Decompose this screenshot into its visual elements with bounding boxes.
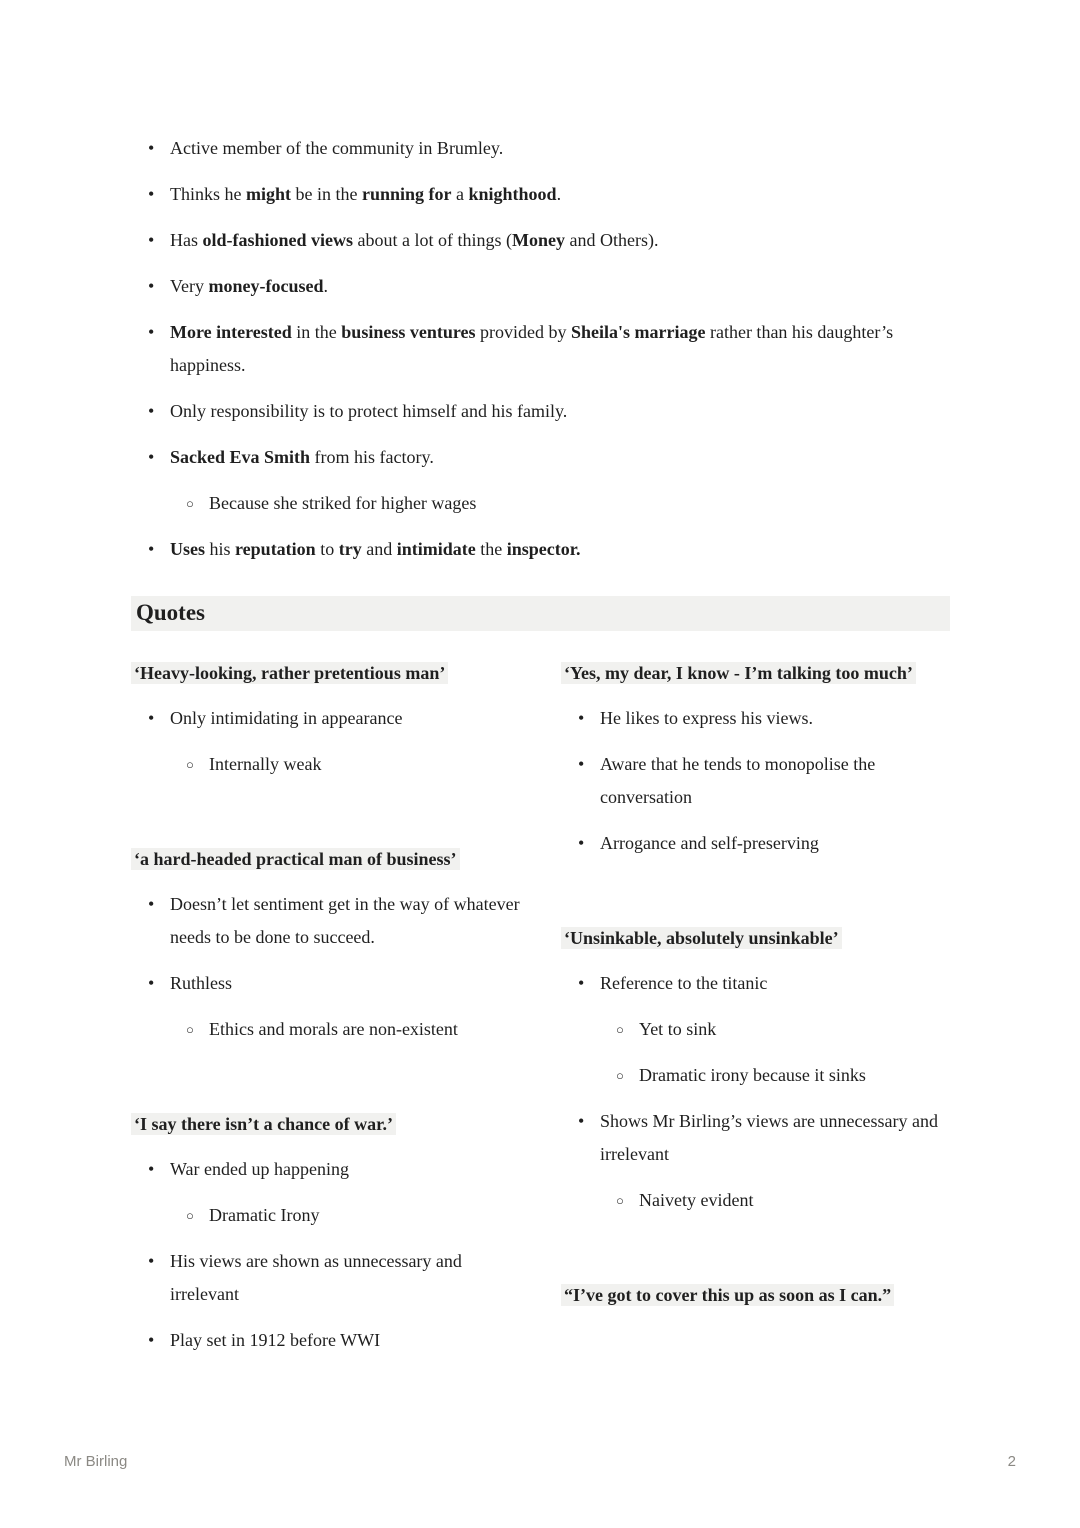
list-item <box>561 748 956 814</box>
quote-bullet-list <box>131 1153 526 1357</box>
list-item <box>131 1199 526 1232</box>
list-item-text: Sacked Eva Smith from his factory. <box>170 447 434 467</box>
disc-bullet-marker: • <box>148 184 155 204</box>
highlighted-quote-text: ‘Yes, my dear, I know - I’m talking too much’ <box>561 662 916 684</box>
disc-bullet-marker: • <box>578 1111 585 1131</box>
list-item <box>131 1245 526 1311</box>
list-item <box>131 1013 526 1046</box>
quote-title <box>131 1108 526 1141</box>
list-item <box>131 487 950 520</box>
list-item-text: Arrogance and self-preserving <box>600 833 819 853</box>
disc-bullet-marker: • <box>148 447 155 467</box>
disc-bullet-marker: • <box>148 539 155 559</box>
list-item <box>561 1105 956 1171</box>
list-item-text: Shows Mr Birling’s views are unnecessary and irrelevant <box>600 1111 938 1164</box>
list-item <box>561 1013 956 1046</box>
disc-bullet-marker: • <box>578 708 585 728</box>
list-item-text: Has old-fashioned views about a lot of things (Money and Others). <box>170 230 659 250</box>
disc-bullet-marker: • <box>148 1251 155 1271</box>
list-item <box>561 1184 956 1217</box>
list-item-text: Ethics and morals are non-existent <box>209 1019 458 1039</box>
list-item <box>131 132 950 165</box>
list-item-text: Naivety evident <box>639 1190 754 1210</box>
disc-bullet-marker: • <box>148 138 155 158</box>
list-item <box>131 1324 526 1357</box>
list-item-text: Uses his reputation to try and intimidate the inspector. <box>170 539 581 559</box>
list-item-text: Reference to the titanic <box>600 973 768 993</box>
disc-bullet-marker: • <box>578 973 585 993</box>
list-item-text: Very money-focused. <box>170 276 328 296</box>
list-item <box>131 224 950 257</box>
circle-bullet-marker: ○ <box>186 757 194 772</box>
circle-bullet-marker: ○ <box>616 1193 624 1208</box>
quote-title <box>561 1279 956 1312</box>
quote-bullet-list <box>561 967 956 1217</box>
circle-bullet-marker: ○ <box>186 496 194 511</box>
list-item-text: Ruthless <box>170 973 233 993</box>
list-item <box>131 441 950 474</box>
circle-bullet-marker: ○ <box>616 1022 624 1037</box>
list-item-text: Dramatic irony because it sinks <box>639 1065 866 1085</box>
disc-bullet-marker: • <box>148 894 155 914</box>
list-item-text: Active member of the community in Brumley. <box>170 138 504 158</box>
list-item <box>131 888 526 954</box>
list-item-text: Play set in 1912 before WWI <box>170 1330 381 1350</box>
circle-bullet-marker: ○ <box>186 1022 194 1037</box>
list-item <box>131 395 950 428</box>
page-footer <box>64 1453 1016 1470</box>
list-item-text: Because she striked for higher wages <box>209 493 477 513</box>
list-item <box>131 533 950 566</box>
top-bullet-list <box>131 132 950 566</box>
list-item <box>131 967 526 1000</box>
list-item <box>131 316 950 382</box>
disc-bullet-marker: • <box>148 276 155 296</box>
circle-bullet-marker: ○ <box>616 1068 624 1083</box>
quote-column-right <box>561 657 956 1312</box>
list-item <box>131 1153 526 1186</box>
circle-bullet-marker: ○ <box>186 1208 194 1223</box>
list-item <box>561 967 956 1000</box>
disc-bullet-marker: • <box>148 973 155 993</box>
quote-section <box>131 1108 526 1357</box>
list-item <box>561 702 956 735</box>
disc-bullet-marker: • <box>148 230 155 250</box>
quote-title <box>131 843 526 876</box>
quote-bullet-list <box>131 702 526 781</box>
list-item-text: Doesn’t let sentiment get in the way of whatever needs to be done to succeed. <box>170 894 520 947</box>
quote-title <box>561 922 956 955</box>
quote-bullet-list <box>131 888 526 1046</box>
list-item-text: Internally weak <box>209 754 322 774</box>
highlighted-quote-text: ‘I say there isn’t a chance of war.’ <box>131 1113 396 1135</box>
quote-title <box>561 657 956 690</box>
list-item-text: Dramatic Irony <box>209 1205 320 1225</box>
quotes-heading: Quotes <box>131 596 950 631</box>
list-item-text: Only responsibility is to protect himself and his family. <box>170 401 568 421</box>
list-item-text: Only intimidating in appearance <box>170 708 403 728</box>
highlighted-quote-text: ‘Unsinkable, absolutely unsinkable’ <box>561 927 842 949</box>
list-item-text: His views are shown as unnecessary and irrelevant <box>170 1251 462 1304</box>
disc-bullet-marker: • <box>148 401 155 421</box>
list-item-text: Aware that he tends to monopolise the conversation <box>600 754 876 807</box>
quote-section <box>561 922 956 1217</box>
disc-bullet-marker: • <box>148 708 155 728</box>
quote-column-left <box>131 657 526 1370</box>
highlighted-quote-text: “I’ve got to cover this up as soon as I can.” <box>561 1284 894 1306</box>
quote-section <box>131 657 526 781</box>
footer-page-number: 2 <box>1007 1453 1016 1470</box>
list-item <box>131 178 950 211</box>
quote-section <box>561 1279 956 1312</box>
disc-bullet-marker: • <box>148 1330 155 1350</box>
list-item <box>561 827 956 860</box>
quotes-columns <box>131 657 950 1370</box>
list-item-text: Thinks he might be in the running for a knighthood. <box>170 184 562 204</box>
highlighted-quote-text: ‘Heavy-looking, rather pretentious man’ <box>131 662 448 684</box>
list-item <box>131 748 526 781</box>
footer-document-title: Mr Birling <box>64 1453 128 1470</box>
list-item-text: Yet to sink <box>639 1019 717 1039</box>
quote-bullet-list <box>561 702 956 860</box>
disc-bullet-marker: • <box>578 833 585 853</box>
highlighted-quote-text: ‘a hard-headed practical man of business’ <box>131 848 460 870</box>
disc-bullet-marker: • <box>148 1159 155 1179</box>
list-item <box>131 702 526 735</box>
quote-section <box>561 657 956 860</box>
list-item <box>561 1059 956 1092</box>
list-item <box>131 270 950 303</box>
quote-section <box>131 843 526 1046</box>
quote-title <box>131 657 526 690</box>
disc-bullet-marker: • <box>578 754 585 774</box>
list-item-text: He likes to express his views. <box>600 708 813 728</box>
list-item-text: More interested in the business ventures provided by Sheila's marriage rather than his daughter’s happiness. <box>170 322 894 375</box>
list-item-text: War ended up happening <box>170 1159 349 1179</box>
disc-bullet-marker: • <box>148 322 155 342</box>
